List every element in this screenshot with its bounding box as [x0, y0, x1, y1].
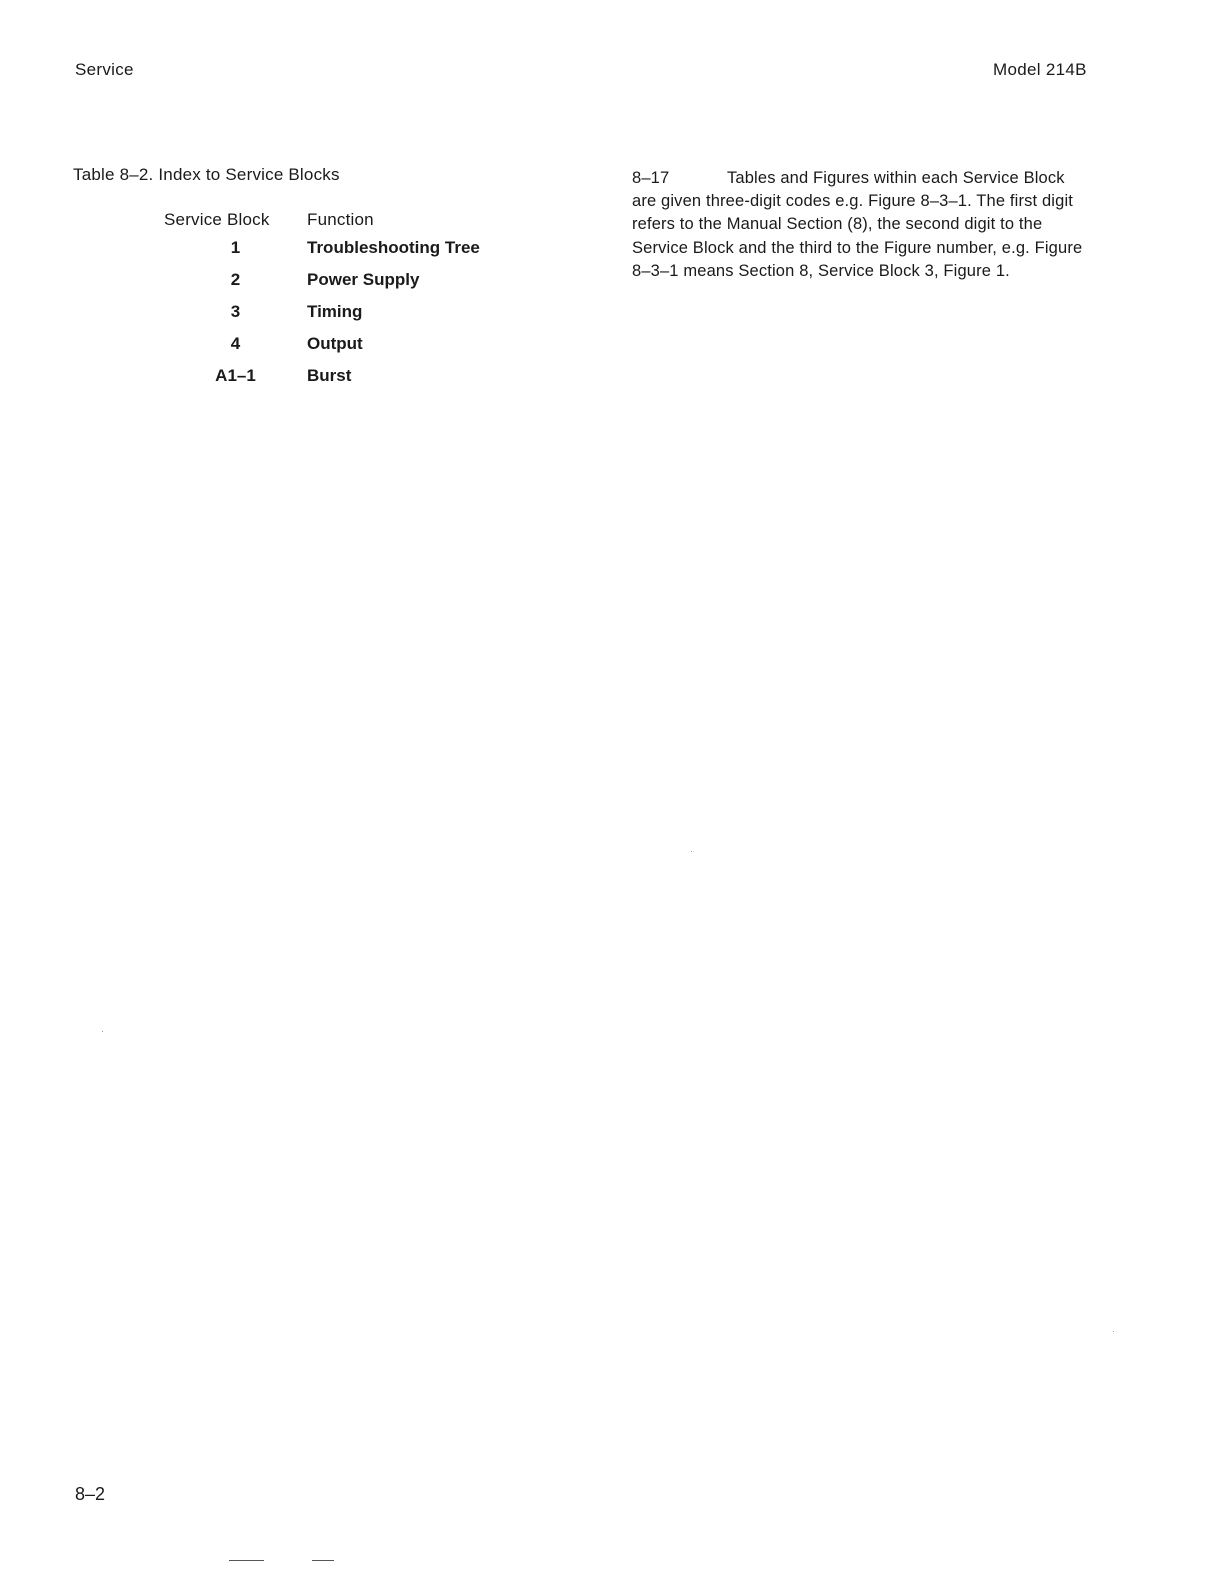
- table-header-row: [150, 210, 480, 238]
- page-number: 8–2: [75, 1484, 106, 1504]
- service-block-number: A1–1: [215, 366, 256, 385]
- scan-speck: [691, 851, 692, 852]
- scan-edge-mark: [229, 1560, 264, 1561]
- service-block-index-table: [150, 210, 480, 398]
- service-block-function: Timing: [307, 302, 363, 321]
- paragraph-text: Tables and Figures within each Service Block are given three-digit codes e.g. Figure 8–3–1. The first digit refers to the Manual Section (8), the second digit to the Service Block and the third to the Figure number, e.g. Figure 8–3–1 means Section 8, Service Block 3, Figure 1.: [632, 169, 1083, 280]
- table-row: [150, 238, 480, 270]
- service-block-number: 4: [230, 334, 241, 353]
- column-header-function: Function: [307, 210, 374, 229]
- scan-speck: [1113, 1331, 1114, 1332]
- service-block-function: Burst: [307, 366, 352, 385]
- paragraph-number: 8–17: [632, 169, 670, 187]
- service-block-number: 3: [230, 302, 241, 321]
- column-header-service-block: Service Block: [164, 210, 270, 229]
- table-row: [150, 366, 480, 398]
- table-row: [150, 270, 480, 302]
- paragraph-8-17: [632, 167, 1092, 283]
- running-header-model: Model 214B: [993, 60, 1087, 79]
- table-row: [150, 302, 480, 334]
- table-caption: Table 8–2. Index to Service Blocks: [73, 165, 340, 184]
- service-block-function: Troubleshooting Tree: [307, 238, 480, 257]
- scan-speck: [102, 1031, 103, 1032]
- service-block-number: 1: [230, 238, 241, 257]
- table-row: [150, 334, 480, 366]
- running-header-section: Service: [75, 60, 134, 79]
- service-block-function: Power Supply: [307, 270, 420, 289]
- service-block-number: 2: [230, 270, 241, 289]
- scan-edge-mark: [312, 1560, 334, 1561]
- service-block-function: Output: [307, 334, 363, 353]
